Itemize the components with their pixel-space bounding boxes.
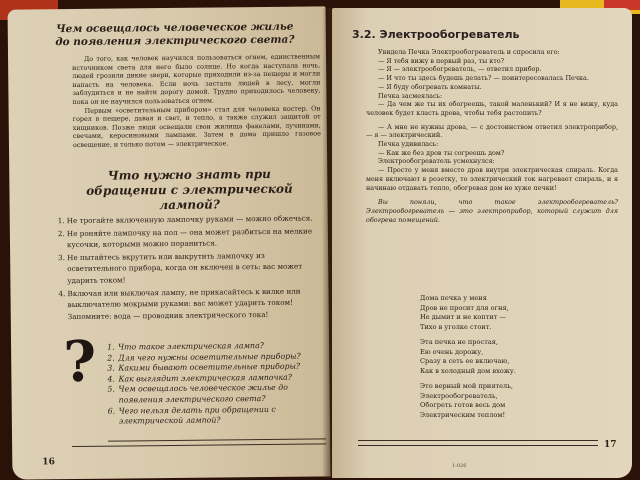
- item-number: 1.: [107, 342, 115, 352]
- questions-list: [107, 340, 326, 427]
- paragraph: Печка засмеялась:: [378, 91, 443, 100]
- item-number: 4.: [107, 374, 115, 384]
- rules-list: [58, 212, 321, 323]
- item-number: 5.: [107, 384, 116, 395]
- paragraph: Увидела Печка Электрообогреватель и спросила его:: [378, 48, 560, 56]
- item-text: Не пытайтесь вкрутить или выкрутить лампочку из осветительного прибора, когда он включен в сеть: вас может ударить током!: [67, 250, 303, 286]
- divider: [72, 443, 326, 447]
- item-number: 3.: [107, 363, 115, 373]
- left-page: [8, 6, 331, 479]
- paragraph: — Как же без дров ты согреешь дом?: [378, 148, 505, 157]
- item-number: 4.: [58, 288, 66, 298]
- paragraph: Первым «осветительным прибором» стал для человека костер. Он горел в пещере, давая и свет, и тепло, а также служил защитой от хищников. Позже люди освещали свои жилища факелами, лучинами, свечами, керосиновыми лампами. Затем в дома пришло газовое освещение, и только потом — электрическое.: [72, 103, 321, 149]
- item-number: 1.: [57, 216, 65, 226]
- poem-line: Электрическим теплом!: [420, 410, 506, 419]
- item-text: Чего нельзя делать при обращении с электрической лампой?: [118, 404, 276, 426]
- list-item: [58, 285, 320, 323]
- poem-line: Обогреть готов весь дом: [420, 401, 506, 409]
- paragraph: — Я тебя вижу в первый раз, ты кто?: [378, 56, 505, 65]
- list-item: [58, 249, 320, 287]
- right-page: [332, 8, 632, 478]
- item-number: 2.: [57, 228, 65, 238]
- paragraph: Электрообогреватель усмехнулся:: [378, 157, 495, 166]
- question-mark-icon: ?: [62, 328, 97, 396]
- list-item: [58, 225, 320, 251]
- item-text: Не трогайте включенную лампочку руками — можно обжечься.: [66, 213, 313, 226]
- list-item: [108, 404, 326, 427]
- poem-line: Электрообогреватель,: [420, 391, 498, 400]
- item-number: 3.: [58, 252, 66, 262]
- list-item: [107, 383, 325, 406]
- paragraph: До того, как человек научился пользоваться огнем, единственным источником света для него было солнце. Но когда наступала ночь, людей грозили дикие звери, которые приходили из-за пещеры и могли напасть на человека. Если ночь застала людей в лесу, могли заблудиться и не найти дорогу домой. Трудно приходилось человеку, пока он не научился пользоваться огнем.: [72, 52, 321, 106]
- right-heading: 3.2. Электрообогреватель: [352, 28, 520, 41]
- item-text: Как выглядит электрическая лампочка?: [118, 372, 292, 384]
- poem-line: Как в холодный дом вхожу.: [420, 366, 516, 375]
- poem-line: Ею очень дорожу,: [420, 347, 484, 356]
- item-number: 6.: [107, 406, 116, 416]
- item-text: Какими бывают осветительные приборы?: [118, 361, 301, 373]
- paragraph: — И что ты здесь будешь делать? — поинтересовалась Печка.: [378, 74, 589, 83]
- poem-line: Не дымит и не коптит —: [420, 313, 507, 321]
- item-text: Не роняйте лампочку на пол — она может разбиться на мелкие кусочки, которыми можно пораниться.: [66, 226, 313, 250]
- left-text-block: [72, 52, 321, 149]
- poem-line: Тихо в уголке стоит.: [420, 322, 492, 331]
- divider: [358, 445, 598, 446]
- paragraph: Вы поняли, что такое электрообогреватель? Электрообогреватель — это электроприбор, который служит для обогрева помещений.: [366, 198, 618, 224]
- poem-line: Дома печка у меня: [420, 294, 487, 302]
- divider: [108, 438, 326, 441]
- poem: [420, 294, 610, 426]
- page-number: 17: [604, 440, 617, 450]
- poem-line: Дров не просит для огня,: [420, 303, 509, 312]
- paragraph: — Просто у меня вместо дров внутри электрическая спираль. Когда меня включают в розетку, то электрический ток нагревает спираль, и я начинаю отдавать тепло, обогревая дом не хуже печки!: [366, 166, 618, 192]
- stanza: [420, 294, 610, 332]
- item-text: Для чего нужны осветительные приборы?: [118, 351, 301, 363]
- left-heading-1: Чем освещалось человеческое жилье до появления электрического света?: [55, 20, 295, 49]
- paragraph: — Да чем же ты их обогреешь, такой маленький? И я не вижу, куда человек будет класть дрова, чтобы тебя растопить?: [366, 100, 618, 117]
- paragraph: — Я буду обогревать комнаты.: [378, 82, 482, 91]
- stanza: [420, 338, 610, 376]
- paragraph: Печка удивилась:: [378, 140, 439, 149]
- poem-line: Сразу в сеть ее включаю,: [420, 357, 510, 365]
- stanza: [420, 382, 610, 420]
- paragraph: — Я — электрообогреватель, — ответил прибор.: [378, 65, 542, 74]
- item-text: Включая или выключая лампу, не прикасайтесь к вилке или выключателю мокрыми руками: вас может ударить током! Запомните: вода — проводник электрического тока!: [67, 286, 301, 321]
- item-number: 2.: [107, 353, 115, 363]
- right-text-block: [366, 48, 618, 224]
- item-text: Что такое электрическая лампа?: [118, 341, 264, 352]
- paragraph: — А мне не нужны дрова, — с достоинством ответил электроприбор, — я — электрический.: [366, 122, 618, 140]
- poem-line: Эта печка не простая,: [420, 338, 499, 346]
- left-heading-2: Что нужно знать при обращении с электрической лампой?: [86, 166, 293, 213]
- poem-line: Это верный мой приятель,: [420, 382, 513, 390]
- page-number: 16: [42, 457, 55, 468]
- divider: [358, 440, 598, 441]
- footer-mark: 1-026: [452, 463, 467, 469]
- item-text: Чем освещалось человеческое жилье до появления электрического света?: [118, 383, 288, 405]
